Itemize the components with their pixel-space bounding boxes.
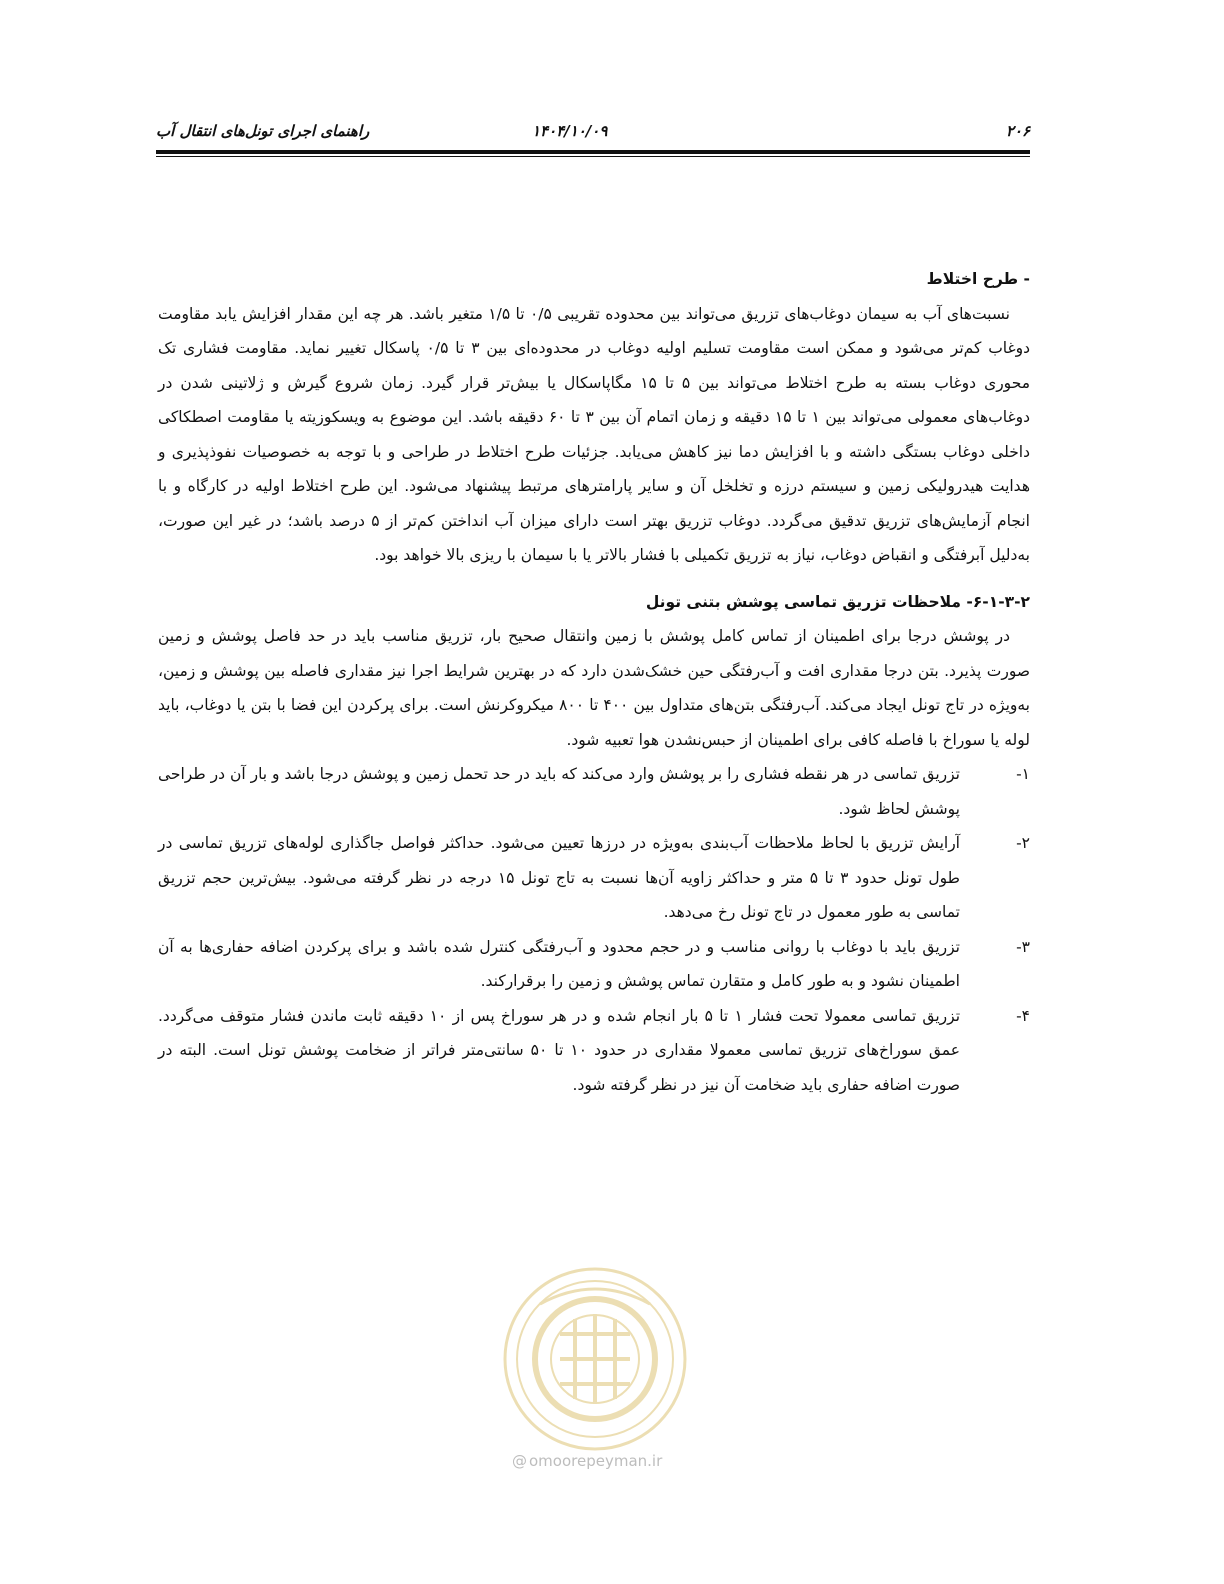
list-item-number: ۳- [1016,937,1030,956]
list-item-number: ۱- [1016,765,1030,783]
header-title: راهنمای اجرای تونل‌های انتقال آب [156,122,370,140]
list-item [158,757,1030,826]
header-date: ۱۴۰۴/۱۰/۰۹ [532,122,608,140]
page-header [156,120,1030,146]
header-rule-thick [156,150,1030,154]
list-item [158,999,1030,1103]
list-item-number: ۴- [1016,1006,1030,1025]
page-body [158,262,1030,1102]
list-item-text: آرایش تزریق با لحاظ ملاحظات آب‌بندی به‌ویژه در درزها تعیین می‌شود. حداکثر فواصل جاگذاری لوله‌های تزریق تماسی در طول تونل حدود ۳ تا ۵ متر و حداکثر زاویه آن‌ها نسبت به تاج تونل ۱۵ درجه در نظر گرفته می‌شود. بیش‌ترین حجم تزریق تماسی به طور معمول در تاج تونل رخ می‌دهد. [158,834,961,921]
list-item [158,826,1030,930]
section-heading-contact-grouting: ۶-۱-۳-۲- ملاحظات تزریق تماسی پوشش بتنی تونل [645,592,1030,611]
paragraph-mix-design: نسبت‌های آب به سیمان دوغاب‌های تزریق می‌تواند بین محدوده تقریبی ۰/۵ تا ۱/۵ متغیر باشد. هر چه این مقدار افزایش یابد مقاومت دوغاب کم‌تر می‌شود و ممکن است مقاومت تسلیم اولیه دوغاب در محدوده‌ای بین ۳ تا ۰/۵ پاسکال تغییر نماید. مقاومت فشاری تک محوری دوغاب بسته به طرح اختلاط می‌تواند بین ۵ تا ۱۵ مگاپاسکال یا بیش‌تر قرار گیرد. زمان شروع گیرش و ژلاتینی شدن در دوغاب‌های معمولی می‌تواند بین ۱ تا ۱۵ دقیقه و زمان اتمام آن بین ۳ تا ۶۰ دقیقه باشد. این موضوع به ویسکوزیته یا مقاومت اصطکاکی داخلی دوغاب بستگی داشته و با افزایش دما نیز کاهش می‌یابد. جزئیات طرح اختلاط در طراحی و با توجه به خصوصیات نفوذپذیری و هدایت هیدرولیکی زمین و سیستم درزه و تخلخل آن و سایر پارامترهای مرتبط پیشنهاد می‌شود. این طرح اختلاط اولیه در کارگاه و با انجام آزمایش‌های تزریق تدقیق می‌گردد. دوغاب تزریق بهتر است دارای میزان آب انداختن کم‌تر از ۵ درصد باشد؛ در غیر این صورت، به‌دلیل آبرفتگی و انقباض دوغاب، نیاز به تزریق تکمیلی با فشار بالاتر یا با سیمان با ریزی بالا خواهد بود. [158,304,1031,564]
paragraph-contact-grouting: در پوشش درجا برای اطمینان از تماس کامل پوشش با زمین وانتقال صحیح بار، تزریق مناسب باید در حد فاصل پوشش و زمین صورت پذیرد. بتن درجا مقداری افت و آب‌رفتگی حین خشک‌شدن دارد که در بهترین شرایط اجرا نیز مقداری فاصله بین پوشش و زمین، به‌ویژه در تاج تونل ایجاد می‌کند. آب‌رفتگی بتن‌های متداول بین ۴۰۰ تا ۸۰۰ میکروکرنش است. برای پرکردن این فضا با بتن یا دوغاب، باید لوله یا سوراخ با فاصله کافی برای اطمینان از حبس‌نشدن هوا تعبیه شود. [158,627,1030,749]
list-item-number: ۲- [1016,834,1030,852]
header-rule-thin [156,156,1030,157]
list-item-text: تزریق باید با دوغاب با روانی مناسب و در حجم محدود و آب‌رفتگی کنترل شده باشد و برای پرکردن اضافه حفاری‌ها به آن اطمینان نشود و به طور کامل و متقارن تماس پوشش و زمین را برقرارکند. [158,937,960,990]
page-number: ۲۰۶ [1005,122,1030,140]
section-heading-mix-design: - طرح اختلاط [926,270,1030,288]
list-item [158,930,1030,999]
list-item-text: تزریق تماسی در هر نقطه فشاری را بر پوشش وارد می‌کند که باید در حد تحمل زمین و پوشش درجا باشد و بار آن در طراحی پوشش لحاظ شود. [158,765,960,818]
list-item-text: تزریق تماسی معمولا تحت فشار ۱ تا ۵ بار انجام شده و در هر سوراخ پس از ۱۰ دقیقه ثابت ماندن فشار متوقف می‌گردد. عمق سوراخ‌های تزریق تماسی معمولا مقداری در حدود ۱۰ تا ۵۰ سانتی‌متر فراتر از ضخامت پوشش تونل است. البته در صورت اضافه حفاری باید ضخامت آن نیز در نظر گرفته شود. [158,1006,961,1094]
watermark-text: @ omoorepeyman.ir [512,1452,663,1470]
watermark-seal-icon [500,1264,690,1454]
at-icon: @ [512,1452,527,1470]
